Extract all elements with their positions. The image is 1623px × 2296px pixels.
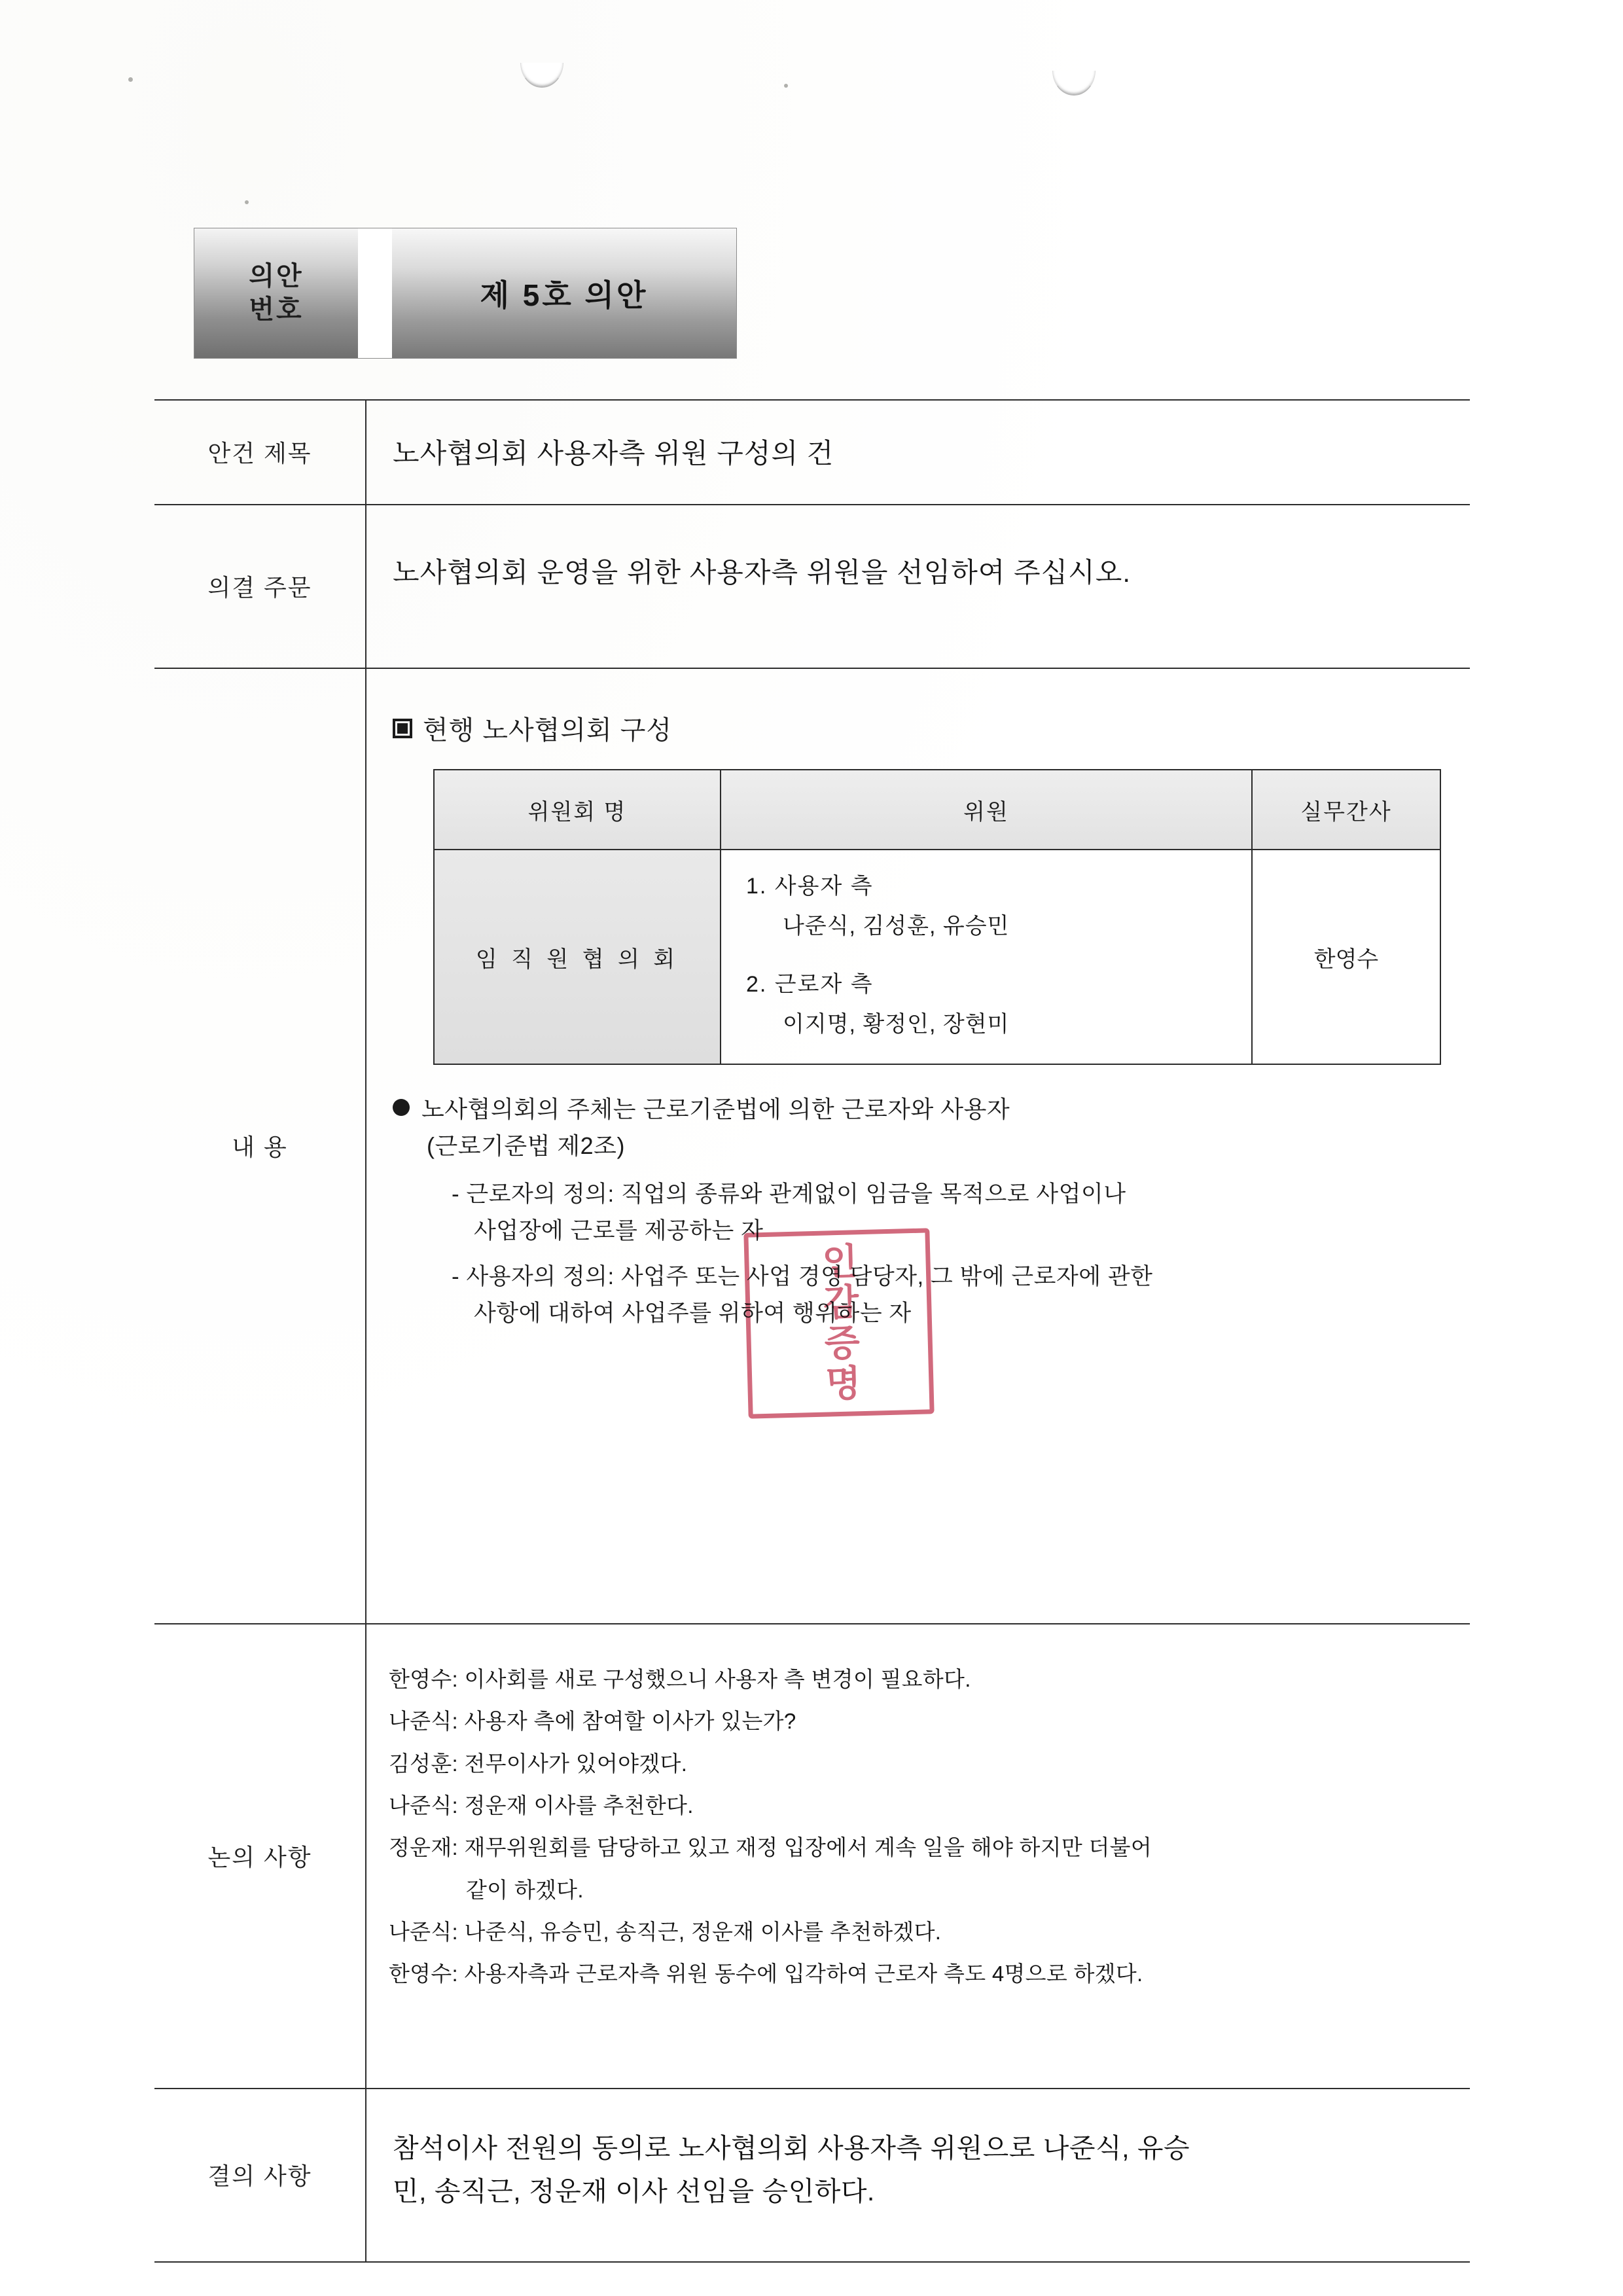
discussion-line: 한영수: 이사회를 새로 구성했으니 사용자 측 변경이 필요하다. <box>389 1667 971 1691</box>
definition-employer-line2: 사항에 대하여 사업주를 위하여 행위하는 자 <box>474 1300 912 1326</box>
row-subject <box>154 399 1470 504</box>
cell-staff-secretary: 한영수 <box>1252 850 1440 1064</box>
column-header-committee: 위원회 명 <box>434 770 721 850</box>
member-group-names: 나준식, 김성훈, 유승민 <box>783 914 1010 939</box>
content-section-title: 현행 노사협의회 구성 <box>423 716 672 745</box>
scan-speck <box>245 200 249 204</box>
table-row <box>434 850 1440 1064</box>
table-header-row <box>434 770 1440 850</box>
label-subject: 안건 제목 <box>207 439 312 467</box>
cell-committee-name: 임 직 원 협 의 회 <box>434 850 721 1064</box>
decision-line-2: 민, 송직근, 정운재 이사 선임을 승인하다. <box>393 2176 875 2206</box>
label-discussion: 논의 사항 <box>207 1843 312 1871</box>
row-decision <box>154 2088 1470 2261</box>
note-line-2: (근로기준법 제2조) <box>427 1132 625 1159</box>
discussion-line: 나준식: 정운재 이사를 추천한다. <box>389 1793 694 1818</box>
decision-text <box>393 2127 1470 2213</box>
round-bullet-icon <box>393 1099 410 1116</box>
definition-worker-line1: - 근로자의 정의: 직업의 종류와 관계없이 임금을 목적으로 사업이나 <box>452 1181 1126 1207</box>
document-number-badge <box>194 228 737 359</box>
decision-line-1: 참석이사 전원의 동의로 노사협의회 사용자측 위원으로 나준식, 유승 <box>393 2133 1190 2163</box>
badge-separator <box>358 228 392 359</box>
discussion-line: 정운재: 재무위원회를 담당하고 있고 재정 입장에서 계속 일을 해야 하지만 더불어 <box>389 1835 1152 1860</box>
value-resolution-request: 노사협의회 운영을 위한 사용자측 위원을 선임하여 주십시오. <box>393 557 1131 588</box>
row-content <box>154 668 1470 1623</box>
discussion-line: 나준식: 사용자 측에 참여할 이사가 있는가? <box>389 1709 796 1734</box>
content-section-heading <box>393 709 1470 747</box>
member-group-employer <box>746 870 1234 943</box>
committee-table <box>433 769 1441 1065</box>
member-group-title: 2. 근로자 측 <box>746 972 874 997</box>
discussion-line: 김성훈: 전무이사가 있어야겠다. <box>389 1751 688 1776</box>
official-seal-stamp <box>743 1228 934 1418</box>
discussion-line-continuation: 같이 하겠다. <box>466 1877 584 1902</box>
form-rule <box>154 2261 1470 2263</box>
square-bullet-icon <box>393 719 412 738</box>
badge-title-box <box>392 228 737 359</box>
column-header-staff: 실무간사 <box>1252 770 1440 850</box>
discussion-log <box>389 1659 1470 1996</box>
row-resolution-request <box>154 504 1470 668</box>
note-line-1: 노사협의회의 주체는 근로기준법에 의한 근로자와 사용자 <box>421 1096 1010 1122</box>
member-group-names: 이지명, 황정인, 장현미 <box>783 1012 1010 1037</box>
punch-hole-left <box>520 63 563 88</box>
badge-label <box>194 228 358 359</box>
definition-employer-line1: - 사용자의 정의: 사업주 또는 사업 경영 담당자, 그 밖에 근로자에 관한 <box>452 1263 1153 1289</box>
label-content: 내 용 <box>232 1133 288 1160</box>
scan-speck <box>784 84 788 88</box>
label-decision: 결의 사항 <box>207 2162 312 2189</box>
badge-label-line1: 의안 <box>249 261 304 291</box>
discussion-line: 한영수: 사용자측과 근로자측 위원 동수에 입각하여 근로자 측도 4명으로 하겠다. <box>389 1962 1143 1986</box>
definition-worker-line2: 사업장에 근로를 제공하는 자 <box>474 1217 764 1244</box>
value-subject: 노사협의회 사용자측 위원 구성의 건 <box>393 438 834 469</box>
column-header-members: 위원 <box>721 770 1252 850</box>
row-discussion <box>154 1623 1470 2088</box>
label-resolution-request: 의결 주문 <box>207 573 312 601</box>
member-group-title: 1. 사용자 측 <box>746 874 874 899</box>
content-note <box>393 1091 1470 1332</box>
seal-text: 인감증명 <box>816 1242 863 1405</box>
discussion-line: 나준식: 나준식, 유승민, 송직근, 정운재 이사를 추천하겠다. <box>389 1920 942 1945</box>
scan-speck <box>128 77 133 82</box>
punch-hole-right <box>1052 71 1096 96</box>
badge-label-line2: 번호 <box>249 295 304 324</box>
member-group-worker <box>746 968 1234 1041</box>
cell-members <box>721 850 1252 1064</box>
document-title: 제 5호 의안 <box>480 278 649 312</box>
